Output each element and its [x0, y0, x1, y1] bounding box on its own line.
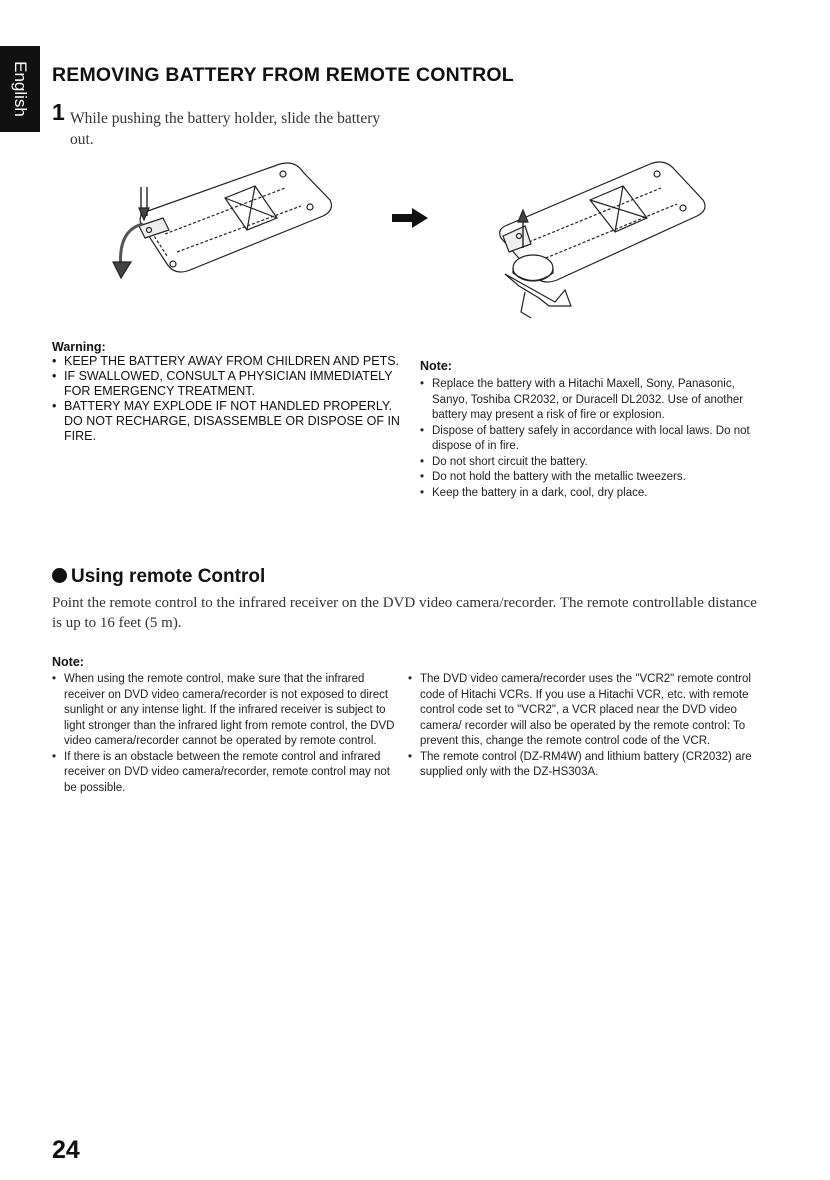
- battery-note-list: [420, 377, 765, 501]
- section-heading: [52, 566, 265, 588]
- remote-note-list-left: [52, 672, 397, 796]
- battery-note-item: • Keep the battery in a dark, cool, dry place.: [420, 486, 765, 502]
- warning-label: Warning:: [52, 340, 106, 354]
- remote-note-list-right: [408, 672, 773, 781]
- battery-note-item: • Dispose of battery safely in accordance with local laws. Do not dispose of in fire.: [420, 424, 765, 455]
- step-number: 1: [52, 99, 65, 125]
- bullet-dot-icon: [52, 568, 67, 583]
- battery-note-item: • Do not hold the battery with the metallic tweezers.: [420, 470, 765, 486]
- language-tab-label: English: [11, 61, 30, 117]
- warning-item: • KEEP THE BATTERY AWAY FROM CHILDREN AND PETS.: [52, 354, 402, 369]
- battery-note-item: • Replace the battery with a Hitachi Maxell, Sony, Panasonic, Sanyo, Toshiba CR2032, or Duracell DL2032. Use of another battery may present a risk of fire or explosion.: [420, 377, 765, 424]
- page-number: 24: [52, 1136, 80, 1164]
- remote-note-item: • The DVD video camera/recorder uses the "VCR2" remote control code of Hitachi VCRs. If you use a Hitachi VCR, etc. with remote control code set to "VCR2", a VCR placed near the DVD video camera/ recorder will also be operated by the remote control: To prevent this, change the remote control code of the VCR.: [408, 672, 773, 750]
- battery-note-item: • Do not short circuit the battery.: [420, 455, 765, 471]
- step-text: While pushing the battery holder, slide the battery out.: [70, 110, 381, 148]
- section-title: Using remote Control: [71, 566, 266, 587]
- battery-note-label: Note:: [420, 359, 452, 373]
- remote-note-item: • The remote control (DZ-RM4W) and lithium battery (CR2032) are supplied only with the DZ-HS303A.: [408, 750, 773, 781]
- remote-note-item: • If there is an obstacle between the remote control and infrared receiver on DVD video camera/recorder, remote control may not be possible.: [52, 750, 397, 797]
- arrow-right-icon: [390, 206, 430, 230]
- warning-item: • BATTERY MAY EXPLODE IF NOT HANDLED PROPERLY. DO NOT RECHARGE, DISASSEMBLE OR DISPOSE OF IN FIRE.: [52, 399, 402, 444]
- section-paragraph: Point the remote control to the infrared receiver on the DVD video camera/recorder. The remote controllable distance is up to 16 feet (5 m).: [52, 595, 757, 631]
- remote-note-label: Note:: [52, 655, 84, 669]
- remote-note-item: • When using the remote control, make sure that the infrared receiver on DVD video camera/recorder is not exposed to direct sunlight or any intense light. If the infrared receiver is subject to light stronger than the infrared light from remote control, the DVD video camera/recorder cannot be operated by remote control.: [52, 672, 397, 750]
- warning-item: • IF SWALLOWED, CONSULT A PHYSICIAN IMMEDIATELY FOR EMERGENCY TREATMENT.: [52, 369, 402, 399]
- remote-control-battery-removed-illustration: [475, 152, 715, 337]
- warning-list: [52, 354, 402, 444]
- language-tab: [0, 46, 40, 132]
- remote-control-battery-holder-push-illustration: [105, 152, 335, 304]
- page-title: REMOVING BATTERY FROM REMOTE CONTROL: [52, 64, 514, 86]
